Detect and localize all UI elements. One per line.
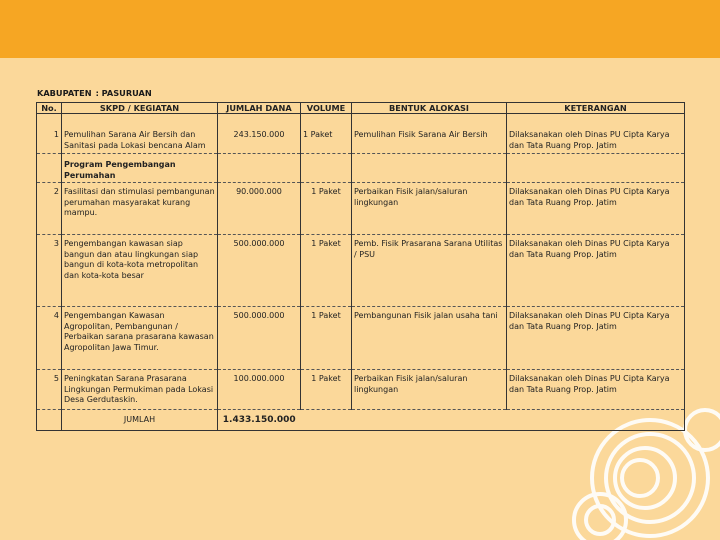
row-kegiatan: Fasilitasi dan stimulasi pembangunan perumahan masyarakat kurang mampu. [62, 183, 218, 235]
deco-circle [592, 420, 708, 536]
deco-circle [574, 494, 626, 540]
row-no: 3 [37, 235, 62, 307]
deco-circle [685, 410, 720, 450]
top-orange-band [0, 0, 720, 58]
row-kegiatan: Pemulihan Sarana Air Bersih dan Sanitasi pada Lokasi bencana Alam [62, 114, 218, 154]
row-volume: 1 Paket [301, 370, 352, 410]
row-kegiatan: Pengembangan Kawasan Agropolitan, Pembangunan / Perbaikan sarana prasarana kawasan Agropolitan Jawa Timur. [62, 307, 218, 370]
row-bentuk: Perbaikan Fisik jalan/saluran lingkungan [352, 370, 507, 410]
col-volume: VOLUME [301, 103, 352, 114]
row-no: 5 [37, 370, 62, 410]
row-keterangan: Dilaksanakan oleh Dinas PU Cipta Karya dan Tata Ruang Prop. Jatim [507, 307, 685, 370]
row-kegiatan: Pengembangan kawasan siap bangun dan atau lingkungan siap bangun di kota-kota metropolitan dan kota-kota besar [62, 235, 218, 307]
col-bentuk: BENTUK ALOKASI [352, 103, 507, 114]
table-row [37, 307, 685, 370]
row-jumlah: 90.000.000 [218, 183, 301, 235]
col-jumlah: JUMLAH DANA [218, 103, 301, 114]
row-keterangan: Dilaksanakan oleh Dinas PU Cipta Karya dan Tata Ruang Prop. Jatim [507, 183, 685, 235]
kabupaten-label: KABUPATEN [37, 88, 92, 98]
row-bentuk: Pembangunan Fisik jalan usaha tani [352, 307, 507, 370]
row-jumlah: 500.000.000 [218, 235, 301, 307]
total-value: 1.433.150.000 [218, 410, 301, 431]
row-jumlah: 500.000.000 [218, 307, 301, 370]
section-title: Program Pengembangan Perumahan [62, 154, 218, 183]
row-volume: 1 Paket [301, 183, 352, 235]
total-label: JUMLAH [62, 410, 218, 431]
total-row [37, 410, 685, 431]
deco-circle [622, 460, 658, 496]
row-keterangan: Dilaksanakan oleh Dinas PU Cipta Karya dan Tata Ruang Prop. Jatim [507, 235, 685, 307]
row-volume: 1 Paket [301, 307, 352, 370]
table-row [37, 370, 685, 410]
kabupaten-value: : PASURUAN [95, 88, 152, 98]
row-keterangan: Dilaksanakan oleh Dinas PU Cipta Karya dan Tata Ruang Prop. Jatim [507, 370, 685, 410]
row-no: 4 [37, 307, 62, 370]
deco-circle [606, 434, 694, 522]
deco-circle [615, 448, 675, 508]
col-no: No. [37, 103, 62, 114]
deco-circle [586, 506, 614, 534]
row-jumlah: 100.000.000 [218, 370, 301, 410]
row-no: 1 [37, 114, 62, 154]
table-header-row [37, 103, 685, 114]
col-keterangan: KETERANGAN [507, 103, 685, 114]
row-volume: 1 Paket [301, 235, 352, 307]
row-jumlah: 243.150.000 [218, 114, 301, 154]
section-row [37, 154, 685, 183]
header [37, 88, 152, 98]
row-keterangan: Dilaksanakan oleh Dinas PU Cipta Karya dan Tata Ruang Prop. Jatim [507, 114, 685, 154]
row-bentuk: Perbaikan Fisik jalan/saluran lingkungan [352, 183, 507, 235]
row-bentuk: Pemb. Fisik Prasarana Sarana Utilitas / PSU [352, 235, 507, 307]
row-bentuk: Pemulihan Fisik Sarana Air Bersih [352, 114, 507, 154]
table-row [37, 235, 685, 307]
allocation-table [36, 102, 685, 431]
col-kegiatan: SKPD / KEGIATAN [62, 103, 218, 114]
table-row [37, 114, 685, 154]
table-row [37, 183, 685, 235]
row-no: 2 [37, 183, 62, 235]
row-kegiatan: Peningkatan Sarana Prasarana Lingkungan Permukiman pada Lokasi Desa Gerdutaskin. [62, 370, 218, 410]
row-volume: 1 Paket [301, 114, 352, 154]
